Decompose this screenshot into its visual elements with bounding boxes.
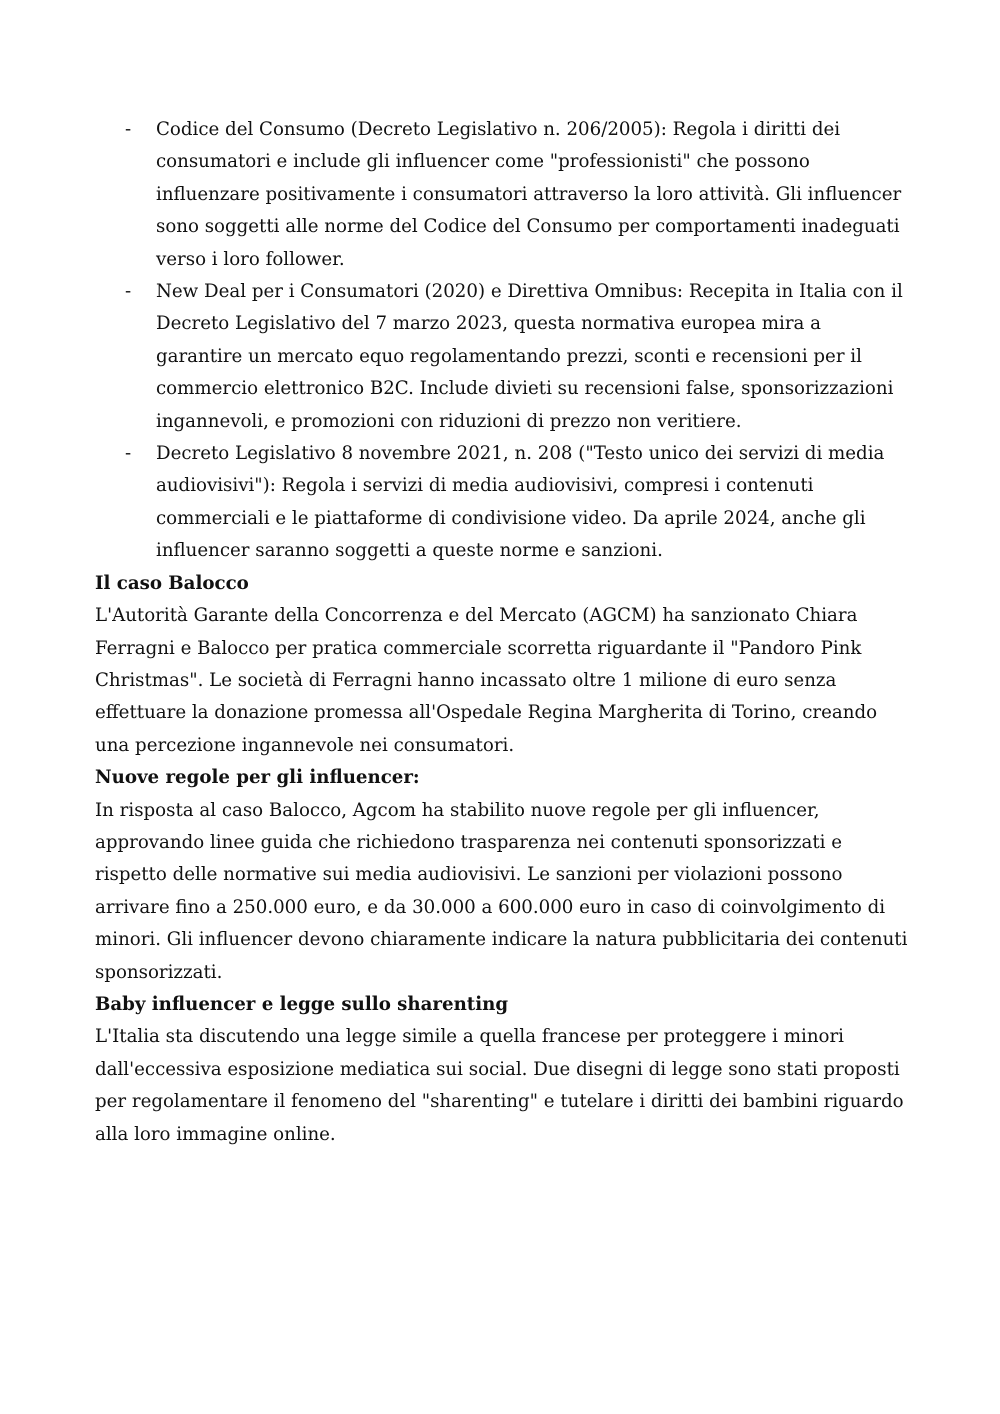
bullet-marker: -: [125, 443, 132, 465]
list-item: [95, 276, 910, 438]
section-heading-caso-balocco: Il caso Balocco: [95, 572, 249, 594]
bullet-marker: -: [125, 281, 132, 303]
legislation-list: [95, 114, 910, 568]
document-body: [95, 114, 910, 1151]
section-paragraph-caso-balocco: L'Autorità Garante della Concorrenza e del Mercato (AGCM) ha sanzionato Chiara Ferragni e Balocco per pratica commerciale scorretta riguardante il "Pandoro Pink Christmas". Le società di Ferragni hanno incassato oltre 1 milione di euro senza effettuare la donazione promessa all'Ospedale Regina Margherita di Torino, creando una percezione ingannevole nei consumatori.: [95, 605, 878, 756]
list-item-text: New Deal per i Consumatori (2020) e Direttiva Omnibus: Recepita in Italia con il Decreto Legislativo del 7 marzo 2023, questa normativa europea mira a garantire un mercato equo regolamentando prezzi, sconti e recensioni per il commercio elettronico B2C. Include divieti su recensioni false, sponsorizzazioni ingannevoli, e promozioni con riduzioni di prezzo non veritiere.: [156, 281, 903, 432]
list-item-text: Codice del Consumo (Decreto Legislativo n. 206/2005): Regola i diritti dei consumatori e include gli influencer come "professionisti" che possono influenzare positivamente i consumatori attraverso la loro attività. Gli influencer sono soggetti alle norme del Codice del Consumo per comportamenti inadeguati verso i loro follower.: [156, 119, 902, 270]
section-heading-nuove-regole: Nuove regole per gli influencer:: [95, 767, 420, 789]
list-item: [95, 438, 910, 568]
bullet-marker: -: [125, 119, 132, 140]
section-heading-baby-influencer: Baby influencer e legge sullo sharenting: [95, 993, 509, 1015]
list-item: [95, 114, 910, 276]
section-paragraph-baby-influencer: L'Italia sta discutendo una legge simile a quella francese per proteggere i minori dall'eccessiva esposizione mediatica sui social. Due disegni di legge sono stati proposti per regolamentare il fenomeno del "sharenting" e tutelare i diritti dei bambini riguardo alla loro immagine online.: [95, 1026, 904, 1145]
section-paragraph-nuove-regole: In risposta al caso Balocco, Agcom ha stabilito nuove regole per gli influencer, approvando linee guida che richiedono trasparenza nei contenuti sponsorizzati e rispetto delle normative sui media audiovisivi. Le sanzioni per violazioni possono arrivare fino a 250.000 euro, e da 30.000 a 600.000 euro in caso di coinvolgimento di minori. Gli influencer devono chiaramente indicare la natura pubblicitaria dei contenuti sponsorizzati.: [95, 799, 908, 983]
list-item-text: Decreto Legislativo 8 novembre 2021, n. 208 ("Testo unico dei servizi di media audiovisivi"): Regola i servizi di media audiovisivi, compresi i contenuti commerciali e le piattaforme di condivisione video. Da aprile 2024, anche gli influencer saranno soggetti a queste norme e sanzioni.: [156, 443, 885, 562]
